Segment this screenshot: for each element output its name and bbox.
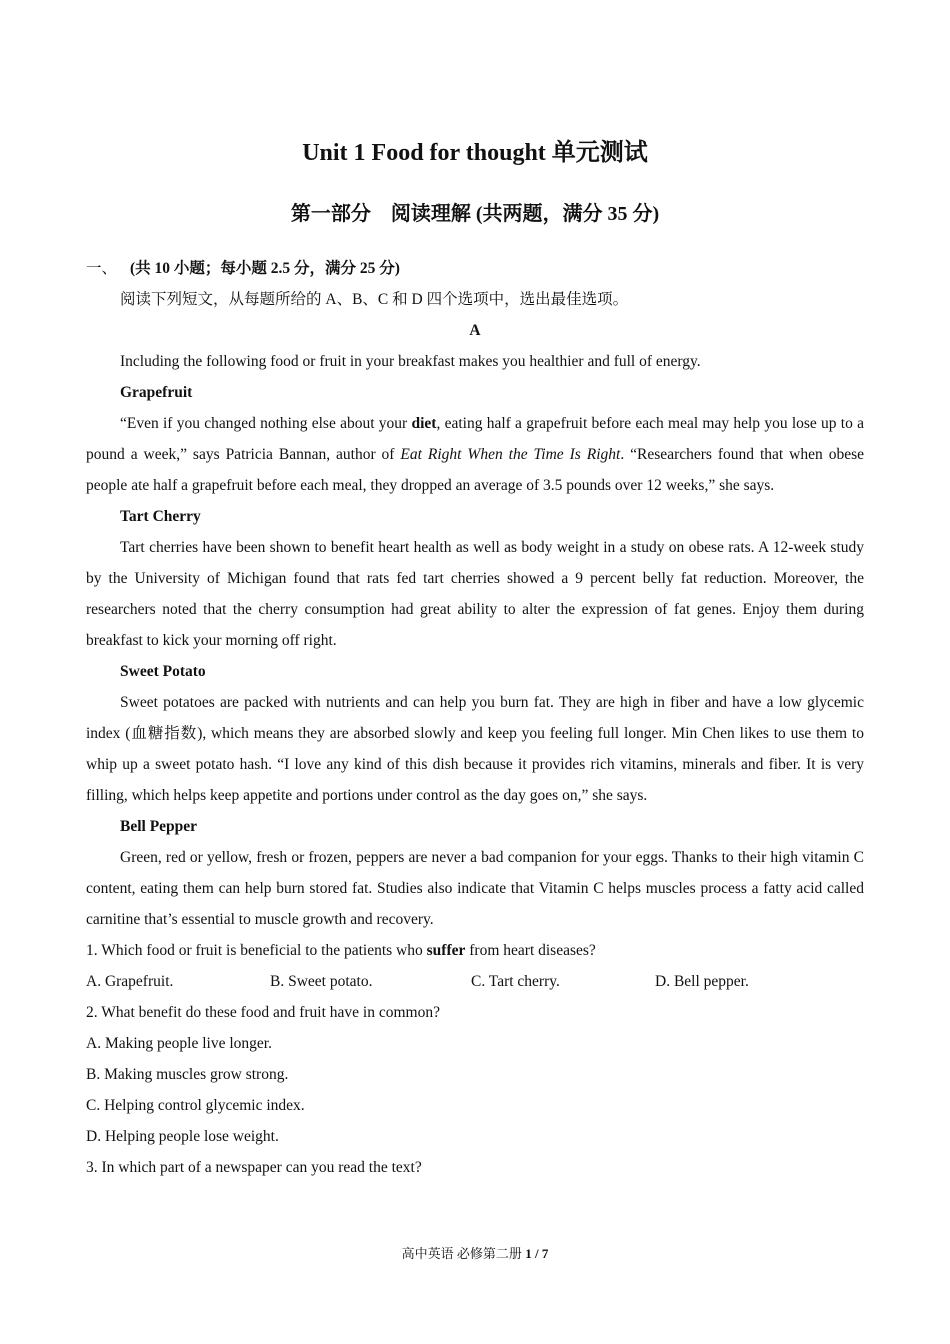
q1-option-b[interactable]: B. Sweet potato. (270, 973, 373, 990)
footer-total: 7 (541, 1246, 549, 1261)
heading-tart-cherry: Tart Cherry (120, 508, 201, 525)
document-body (86, 253, 864, 1183)
part-heading: 第一部分 阅读理解 (共两题，满分 35 分) (290, 203, 660, 225)
section-info: (共 10 小题；每小题 2.5 分，满分 25 分) (130, 260, 400, 277)
page-title: Unit 1 Food for thought 单元测试 (302, 140, 648, 166)
q1-option-d[interactable]: D. Bell pepper. (655, 973, 749, 990)
heading-sweet-potato: Sweet Potato (120, 663, 206, 680)
heading-bell-pepper: Bell Pepper (120, 818, 198, 835)
q2-option-d[interactable]: D. Helping people lose weight. (86, 1128, 279, 1145)
question-2: 2. What benefit do these food and fruit have in common? (86, 1004, 440, 1021)
paragraph-bell-pepper: Green, red or yellow, fresh or frozen, peppers are never a bad companion for your eggs. Thanks to their high vitamin C content, eating them can help burn stored fat. Studies also indicate that Vitamin C helps muscles process a fatty acid called carnitine that’s essential to muscle growth and recovery. (86, 849, 864, 928)
heading-grapefruit: Grapefruit (120, 384, 193, 401)
paragraph-tart-cherry: Tart cherries have been shown to benefit heart health as well as body weight in a study on obese rats. A 12-week study by the University of Michigan found that rats fed tart cherries showed a 9 percent belly fat reduction. Moreover, the researchers noted that the cherry consumption had great ability to alter the expression of fat genes. Enjoy them during breakfast to kick your morning off right. (86, 539, 864, 649)
section-number: 一、 (86, 260, 118, 277)
q2-option-a[interactable]: A. Making people live longer. (86, 1035, 272, 1052)
footer-separator: / (531, 1246, 542, 1261)
question-1: 1. Which food or fruit is beneficial to the patients who suffer from heart diseases? (86, 942, 596, 959)
q1-option-a[interactable]: A. Grapefruit. (86, 973, 174, 990)
instruction: 阅读下列短文，从每题所给的 A、B、C 和 D 四个选项中，选出最佳选项。 (120, 291, 629, 308)
paragraph-sweet-potato: Sweet potatoes are packed with nutrients and can help you burn fat. They are high in fiber and have a low glycemic index (血糖指数), which means they are absorbed slowly and keep you feeling full longer. Min Chen likes to use them to whip up a sweet potato hash. “I love any kind of this dish because it provides rich vitamins, minerals and fiber. It is very filling, which helps keep appetite and portions under control as the day goes on,” she says. (86, 694, 864, 804)
passage-letter: A (469, 322, 481, 339)
q2-option-c[interactable]: C. Helping control glycemic index. (86, 1097, 305, 1114)
paragraph-grapefruit: “Even if you changed nothing else about your diet, eating half a grapefruit before each meal may help you lose up to a pound a week,” says Patricia Bannan, author of Eat Right When the Time Is Right. “Researchers found that when obese people ate half a grapefruit before each meal, they dropped an average of 3.5 pounds over 12 weeks,” she says. (86, 415, 864, 494)
question-1-options (86, 966, 864, 997)
question-3: 3. In which part of a newspaper can you read the text? (86, 1159, 422, 1176)
q2-option-b[interactable]: B. Making muscles grow strong. (86, 1066, 289, 1083)
section-header (86, 253, 864, 284)
q1-option-c[interactable]: C. Tart cherry. (471, 973, 560, 990)
footer-page: 1 (525, 1246, 532, 1261)
page-footer (0, 1244, 950, 1264)
footer-text: 高中英语 必修第二册 (401, 1246, 526, 1261)
passage-intro: Including the following food or fruit in your breakfast makes you healthier and full of energy. (120, 353, 701, 370)
